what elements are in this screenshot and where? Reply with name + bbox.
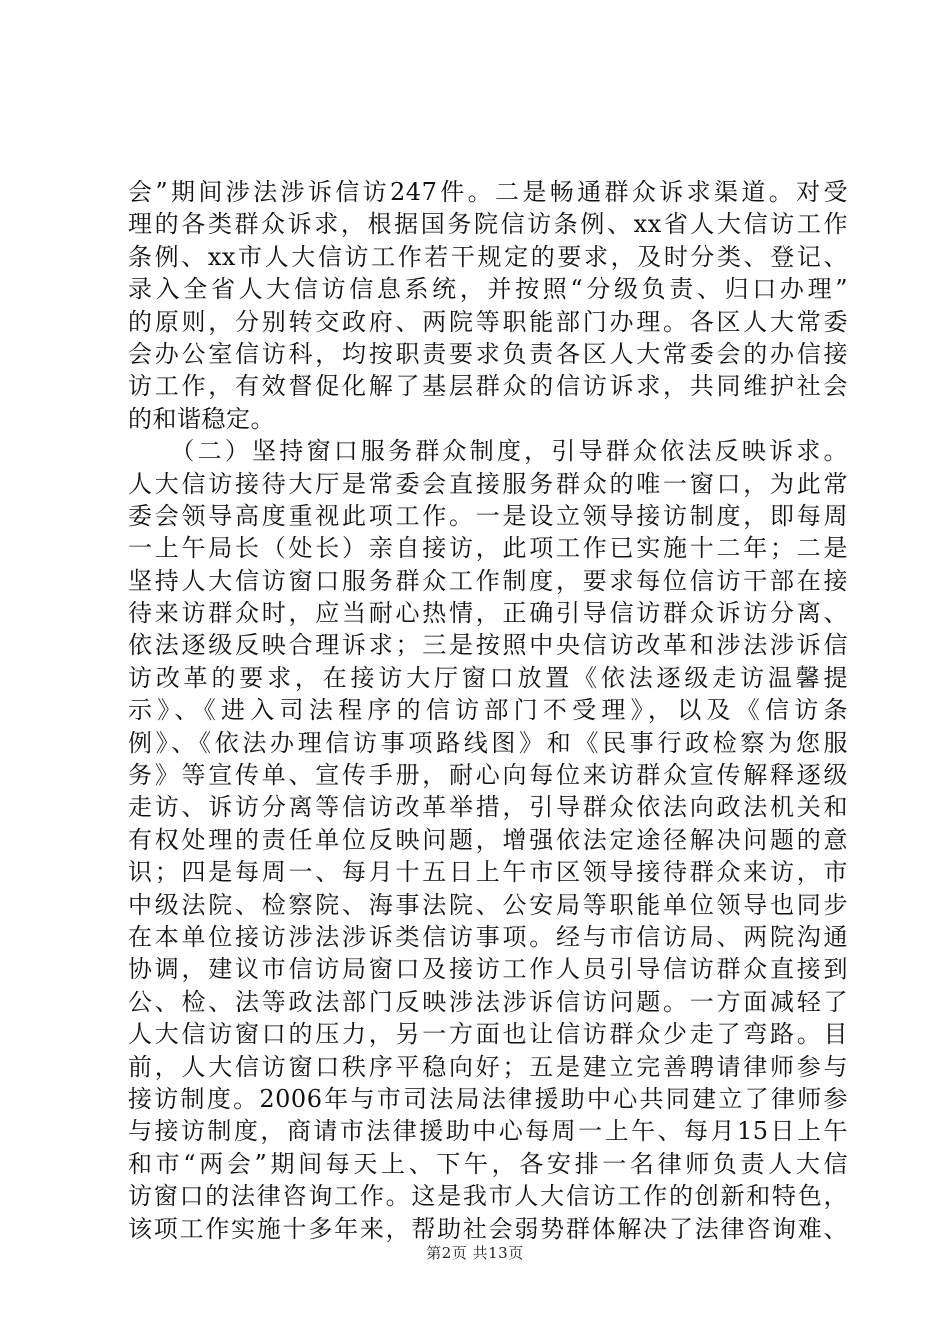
text-line: 人大信访窗口的压力，另一方面也让信访群众少走了弯路。目 <box>128 1020 848 1049</box>
text-line: 委会领导高度重视此项工作。一是设立领导接访制度，即每周 <box>128 501 848 530</box>
text-line: 人大信访接待大厅是常委会直接服务群众的唯一窗口，为此常 <box>128 469 848 498</box>
text-line: 该项工作实施十多年来，帮助社会弱势群体解决了法律咨询难、 <box>128 1214 848 1243</box>
text-line: 例》、《依法办理信访事项路线图》和《民事行政检察为您服 <box>128 728 848 757</box>
text-line: 走访、诉访分离等信访改革举措，引导群众依法向政法机关和 <box>128 793 848 822</box>
text-line: 待来访群众时，应当耐心热情，正确引导信访群众诉访分离、 <box>128 599 848 628</box>
text-line: 理的各类群众诉求，根据国务院信访条例、xx省人大信访工作 <box>128 210 848 239</box>
page-footer: 第2页 共13页 <box>426 1244 524 1262</box>
text-line: 识；四是每周一、每月十五日上午市区领导接待群众来访，市 <box>128 858 848 887</box>
text-line: （二）坚持窗口服务群众制度，引导群众依法反映诉求。 <box>128 437 848 466</box>
text-line: 坚持人大信访窗口服务群众工作制度，要求每位信访干部在接 <box>128 566 848 595</box>
text-line: 协调，建议市信访局窗口及接访工作人员引导信访群众直接到 <box>128 955 848 984</box>
text-line: 接访制度。2006年与市司法局法律援助中心共同建立了律师参 <box>128 1084 848 1113</box>
text-line: 务》等宣传单、宣传手册，耐心向每位来访群众宣传解释逐级 <box>128 761 848 790</box>
text-line: 前，人大信访窗口秩序平稳向好；五是建立完善聘请律师参与 <box>128 1052 848 1081</box>
text-line: 会办公室信访科，均按职责要求负责各区人大常委会的办信接 <box>128 339 848 368</box>
text-line: 会”期间涉法涉诉信访247件。二是畅通群众诉求渠道。对受 <box>128 178 848 206</box>
text-line: 录入全省人大信访信息系统，并按照“分级负责、归口办理” <box>128 275 848 304</box>
text-line: 与接访制度，商请市法律援助中心每周一上午、每月15日上午 <box>128 1117 848 1146</box>
text-line: 中级法院、检察院、海事法院、公安局等职能单位领导也同步 <box>128 890 848 919</box>
text-line: 依法逐级反映合理诉求；三是按照中央信访改革和涉法涉诉信 <box>128 631 848 660</box>
text-line: 访工作，有效督促化解了基层群众的信访诉求，共同维护社会 <box>128 372 848 401</box>
text-line: 公、检、法等政法部门反映涉法涉诉信访问题。一方面减轻了 <box>128 987 848 1016</box>
text-line: 访改革的要求，在接访大厅窗口放置《依法逐级走访温馨提 <box>128 663 848 692</box>
text-line: 一上午局长（处长）亲自接访，此项工作已实施十二年；二是 <box>128 534 848 563</box>
text-line: 的原则，分别转交政府、两院等职能部门办理。各区人大常委 <box>128 307 848 336</box>
text-line: 和市“两会”期间每天上、下午，各安排一名律师负责人大信 <box>128 1149 848 1178</box>
text-line: 示》、《进入司法程序的信访部门不受理》，以及《信访条 <box>128 696 848 725</box>
text-line: 在本单位接访涉法涉诉类信访事项。经与市信访局、两院沟通 <box>128 922 848 951</box>
text-line: 的和谐稳定。 <box>128 404 275 433</box>
text-line: 有权处理的责任单位反映问题，增强依法定途径解决问题的意 <box>128 825 848 854</box>
text-line: 条例、xx市人大信访工作若干规定的要求，及时分类、登记、 <box>128 242 848 271</box>
body-text <box>128 176 848 1245</box>
text-line: 访窗口的法律咨询工作。这是我市人大信访工作的创新和特色， <box>128 1182 848 1211</box>
